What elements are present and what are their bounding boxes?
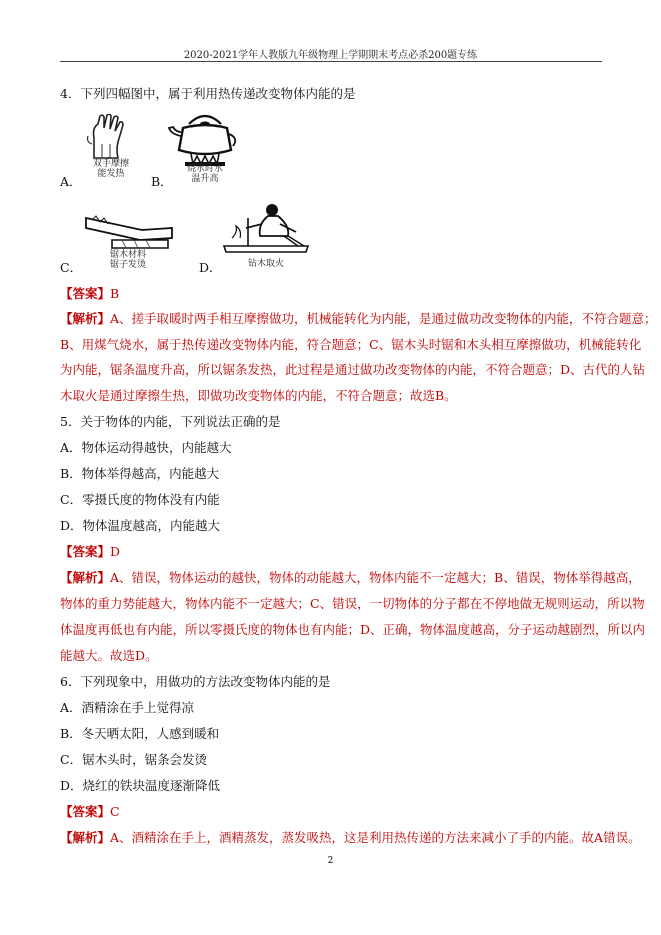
figure-d-fire-drill-image <box>218 202 312 256</box>
q5-analysis-line-1 <box>60 570 641 586</box>
q5-option-a: A．物体运动得越快，内能越大 <box>60 440 232 455</box>
q6-option-d: D．烧红的铁块温度逐渐降低 <box>60 778 221 793</box>
q4-stem: 4．下列四幅图中，属于利用热传递改变物体内能的是 <box>60 86 356 101</box>
q5-answer-value: D <box>110 544 121 559</box>
q5-answer <box>60 544 120 560</box>
q6-analysis-text-1: A、酒精涂在手上，酒精蒸发，蒸发吸热，这是利用热传递的方法来减小了手的内能。故A错误。 <box>110 830 641 845</box>
q4-analysis-line-4: 木取火是通过摩擦生热，即做功改变物体的内能，不符合题意；故选B。 <box>60 388 457 403</box>
q4-answer-value: B <box>110 286 120 301</box>
page-header: 2020-2021学年人教版九年级物理上学期期末考点必杀200题专练 <box>183 50 478 61</box>
q5-analysis-line-2: 物体的重力势能越大，物体内能不一定越大；C、错误，一切物体的分子都在不停地做无规则运动，所以物 <box>60 596 645 611</box>
figure-b-caption-line2: 温升高 <box>191 174 219 184</box>
q5-analysis-line-4: 能越大。故选D。 <box>60 648 158 663</box>
q6-answer-value: C <box>110 804 120 819</box>
q4-option-d-label: D． <box>199 260 222 275</box>
q5-analysis-text-1: A、错误，物体运动的越快，物体的动能越大，物体内能不一定越大；B、错误，物体举得越高， <box>110 570 641 585</box>
q5-answer-tag: 【答案】 <box>60 544 111 559</box>
q4-analysis-tag: 【解析】 <box>60 311 111 326</box>
q5-option-b: B．物体举得越高，内能越大 <box>60 466 220 481</box>
figure-c-caption-line2: 锯子发烫 <box>109 260 146 270</box>
page-number: 2 <box>327 856 334 866</box>
header-rule <box>60 61 602 62</box>
q5-analysis-tag: 【解析】 <box>60 570 111 585</box>
q6-answer-tag: 【答案】 <box>60 804 111 819</box>
figure-d-caption-line1: 钻木取火 <box>247 259 284 269</box>
q5-option-d: D．物体温度越高，内能越大 <box>60 518 221 533</box>
q4-answer-tag: 【答案】 <box>60 286 111 301</box>
figure-c-caption-line1: 锯木材料 <box>109 250 146 260</box>
q5-option-c: C．零摄氏度的物体没有内能 <box>60 492 220 507</box>
q4-option-b-label: B． <box>151 174 173 189</box>
q6-option-b: B．冬天晒太阳，人感到暖和 <box>60 726 220 741</box>
q4-analysis-line-3: 为内能，锯条温度升高，所以锯条发热，此过程是通过做功改变物体的内能，不符合题意；D、古代的人钻 <box>60 362 646 377</box>
q5-stem: 5．关于物体的内能，下列说法正确的是 <box>60 414 281 429</box>
figure-a-caption-line2: 能发热 <box>97 169 125 179</box>
q4-analysis-line-2: B、用煤气烧水，属于热传递改变物体内能，符合题意；C、锯木头时锯和木头相互摩擦做功，机械能转化 <box>60 337 642 352</box>
figure-c-saw-image <box>82 210 174 250</box>
q6-analysis-tag: 【解析】 <box>60 830 111 845</box>
q6-answer <box>60 804 120 820</box>
figure-b-caption-line1: 烧水时水 <box>186 164 223 174</box>
q6-analysis-line-1 <box>60 830 641 846</box>
q4-answer <box>60 286 119 302</box>
q4-analysis-text-1: A、搓手取暖时两手相互摩擦做功，机械能转化为内能，是通过做功改变物体的内能，不符合题意； <box>110 311 657 326</box>
q6-option-c: C．锯木头时，锯条会发烫 <box>60 752 208 767</box>
q4-option-a-label: A． <box>60 174 82 189</box>
q4-option-c-label: C． <box>60 260 83 275</box>
figure-a-hands-image <box>80 114 140 160</box>
figure-a-caption-line1: 双手摩擦 <box>92 159 129 169</box>
q6-option-a: A．酒精涂在手上觉得凉 <box>60 700 195 715</box>
q6-stem: 6．下列现象中，用做功的方法改变物体内能的是 <box>60 674 331 689</box>
q5-analysis-line-3: 体温度再低也有内能，所以零摄氏度的物体也有内能；D、正确，物体温度越高，分子运动越剧烈，所以内 <box>60 622 646 637</box>
figure-b-kettle-image <box>167 114 243 166</box>
q4-analysis-line-1 <box>60 311 657 327</box>
